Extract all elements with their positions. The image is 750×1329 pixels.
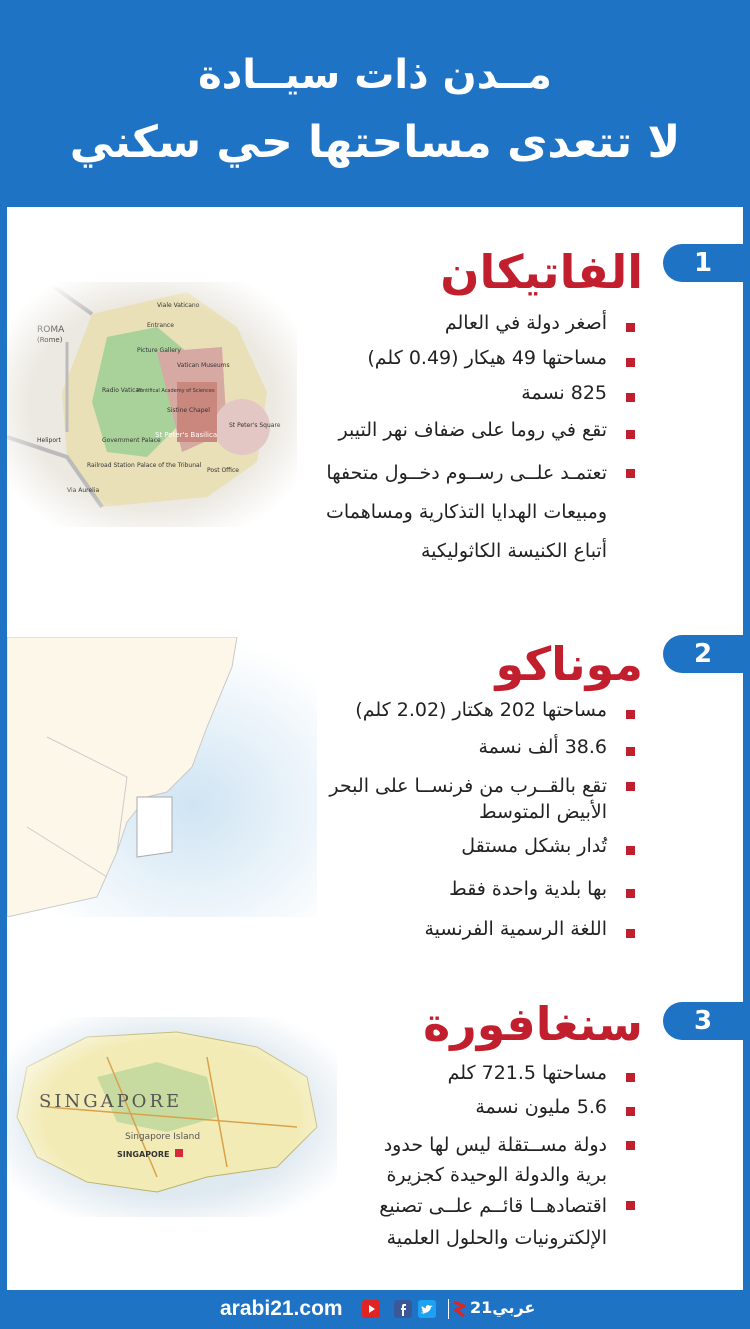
list-item: بها بلدية واحدة فقط: [329, 878, 635, 918]
facebook-icon[interactable]: [394, 1300, 412, 1318]
list-item: 825 نسمة: [326, 382, 635, 419]
section-number-3: 3: [663, 1002, 743, 1040]
vatican-map: [7, 282, 297, 527]
youtube-icon[interactable]: [362, 1300, 380, 1318]
footer: [0, 1290, 750, 1329]
headline-line-1: مــدن ذات سيــادة: [198, 52, 552, 98]
section-title-monaco: موناكو: [495, 637, 643, 691]
list-item: دولة مســتقلة ليس لها حدود برية والدولة الوحيدة كجزيرة: [379, 1130, 635, 1190]
twitter-icon[interactable]: [418, 1300, 436, 1318]
list-item: مساحتها 721.5 كلم: [379, 1062, 635, 1096]
list-item: أصغر دولة في العالم: [326, 312, 635, 347]
list-item: مساحتها 202 هكتار (2.02 كلم): [329, 699, 635, 736]
list-item: اللغة الرسمية الفرنسية: [329, 918, 635, 955]
site-link[interactable]: arabi21.com: [220, 1297, 343, 1320]
singapore-map: [7, 1017, 337, 1217]
section-number-2: 2: [663, 635, 743, 673]
section-monaco: [7, 627, 743, 977]
section-number-1: 1: [663, 244, 743, 282]
list-item: تُدار بشكل مستقل: [329, 835, 635, 878]
section-singapore: [7, 977, 743, 1290]
bullet-list-vatican: [326, 312, 635, 572]
bullet-list-singapore: [379, 1062, 635, 1254]
section-vatican: [7, 207, 743, 627]
list-item: 5.6 مليون نسمة: [379, 1096, 635, 1130]
list-item: اقتصادهــا قائــم علــى تصنيع الإلكترونيات والحلول العلمية: [379, 1190, 635, 1254]
bullet-list-monaco: [329, 699, 635, 955]
section-title-vatican: الفاتيكان: [440, 245, 643, 299]
section-title-singapore: سنغافورة: [423, 997, 643, 1051]
footer-divider: [448, 1299, 449, 1319]
content-card: [7, 207, 743, 1290]
header: [0, 0, 750, 205]
headline-line-2: لا تتعدى مساحتها حي سكني: [69, 117, 681, 168]
monaco-map: [7, 637, 317, 917]
list-item: تقع في روما على ضفاف نهر التيبر: [326, 419, 635, 454]
list-item: تقع بالقــرب من فرنســا على البحر الأبيض المتوسط: [329, 773, 635, 835]
brand-logo: عربي21: [470, 1298, 536, 1317]
list-item: مساحتها 49 هيكار (0.49 كلم): [326, 347, 635, 382]
list-item: تعتمـد علــى رســوم دخــول متحفها ومبيعات الهدايا التذكارية ومساهمات أتباع الكنيسة الكاثوليكية: [326, 454, 635, 572]
list-item: 38.6 ألف نسمة: [329, 736, 635, 773]
brand-logo-icon: [452, 1300, 466, 1318]
